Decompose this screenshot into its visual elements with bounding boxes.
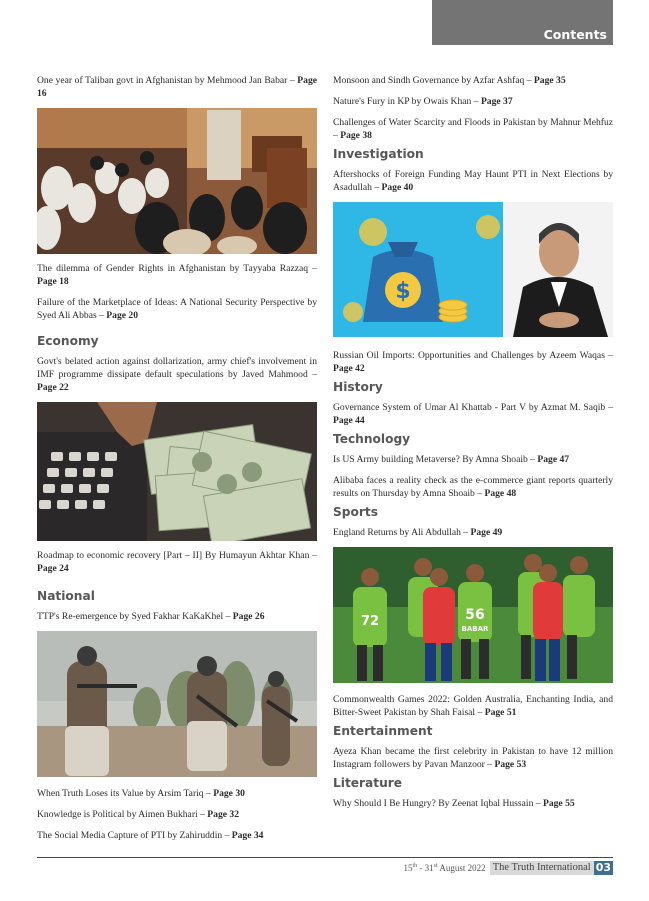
right-column xyxy=(333,74,613,818)
section-heading-investigation: Investigation xyxy=(333,147,424,161)
toc-entry[interactable]: Ayeza Khan became the first celebrity in Pakistan to have 12 million Instagram followers by Pavan Manzoor – Page 53 xyxy=(333,746,613,770)
toc-entry[interactable]: Roadmap to economic recovery [Part – II] By Humayun Akhtar Khan – Page 24 xyxy=(37,550,317,574)
section-heading-entertainment: Entertainment xyxy=(333,724,433,738)
foreign-funding-photo xyxy=(333,202,613,337)
dollar-sign-text: $ xyxy=(395,279,411,304)
issue-date: 15th - 31st August 2022 xyxy=(403,863,486,873)
contents-header-tab xyxy=(432,0,613,45)
dollars-calculator-photo xyxy=(37,402,317,541)
toc-entry[interactable]: Commonwealth Games 2022: Golden Australia, Enchanting India, and Bitter-Sweet Pakistan by Shah Faisal – Page 51 xyxy=(333,694,613,718)
toc-entry[interactable]: The Social Media Capture of PTI by Zahiruddin – Page 34 xyxy=(37,830,264,841)
footer xyxy=(403,861,613,875)
toc-entry[interactable]: When Truth Loses its Value by Arsim Tariq – Page 30 xyxy=(37,788,245,799)
toc-entry[interactable]: Aftershocks of Foreign Funding May Haunt PTI in Next Elections by Asadullah – Page 40 xyxy=(333,169,613,193)
contents-title: Contents xyxy=(543,27,607,42)
section-heading-history: History xyxy=(333,380,383,394)
toc-entry[interactable]: Russian Oil Imports: Opportunities and Challenges by Azeem Waqas – Page 42 xyxy=(333,350,613,374)
jersey-number-56: 56 xyxy=(465,607,485,623)
toc-entry[interactable]: Monsoon and Sindh Governance by Azfar Ashfaq – Page 35 xyxy=(333,75,566,86)
toc-entry[interactable]: One year of Taliban govt in Afghanistan by Mehmood Jan Babar – Page 16 xyxy=(37,75,317,99)
toc-entry[interactable]: England Returns by Ali Abdullah – Page 49 xyxy=(333,527,503,538)
section-heading-economy: Economy xyxy=(37,334,99,348)
armed-fighters-photo xyxy=(37,631,317,777)
page-number: 03 xyxy=(595,861,611,874)
toc-entry[interactable]: TTP's Re-emergence by Syed Fakhar KaKaKhel – Page 26 xyxy=(37,611,265,622)
toc-entry[interactable]: Nature's Fury in KP by Owais Khan – Page 37 xyxy=(333,96,513,107)
toc-entry[interactable]: Why Should I Be Hungry? By Zeenat Iqbal Hussain – Page 55 xyxy=(333,798,575,809)
section-heading-sports: Sports xyxy=(333,505,378,519)
toc-entry[interactable]: Governance System of Umar Al Khattab - Part V by Azmat M. Saqib – Page 44 xyxy=(333,402,613,426)
toc-entry[interactable]: The dilemma of Gender Rights in Afghanistan by Tayyaba Razzaq – Page 18 xyxy=(37,263,317,287)
left-column xyxy=(37,74,317,850)
taliban-meeting-photo xyxy=(37,108,317,254)
section-heading-national: National xyxy=(37,589,95,603)
toc-entry[interactable]: Alibaba faces a reality check as the e-commerce giant reports quarterly results on Thursday by Amna Shoaib – Page 48 xyxy=(333,475,613,499)
footer-rule xyxy=(37,857,613,858)
toc-entry[interactable]: Challenges of Water Scarcity and Floods in Pakistan by Mahnur Mehfuz – Page 38 xyxy=(333,117,613,141)
toc-entry[interactable]: Failure of the Marketplace of Ideas: A National Security Perspective by Syed Ali Abbas – Page 20 xyxy=(37,297,317,321)
cricket-players-photo xyxy=(333,547,613,683)
magazine-name: The Truth International xyxy=(490,861,594,875)
jersey-number-72: 72 xyxy=(360,614,380,629)
jersey-name-babar: BABAR xyxy=(461,625,489,633)
toc-entry[interactable]: Govt's belated action against dollarization, army chief's involvement in IMF programme dissipate default speculations by Javed Mahmood – Page 22 xyxy=(37,356,317,393)
toc-entry[interactable]: Knowledge is Political by Aimen Bukhari – Page 32 xyxy=(37,809,239,820)
section-heading-technology: Technology xyxy=(333,432,411,446)
toc-entry[interactable]: Is US Army building Metaverse? By Amna Shoaib – Page 47 xyxy=(333,454,570,465)
section-heading-literature: Literature xyxy=(333,776,403,790)
